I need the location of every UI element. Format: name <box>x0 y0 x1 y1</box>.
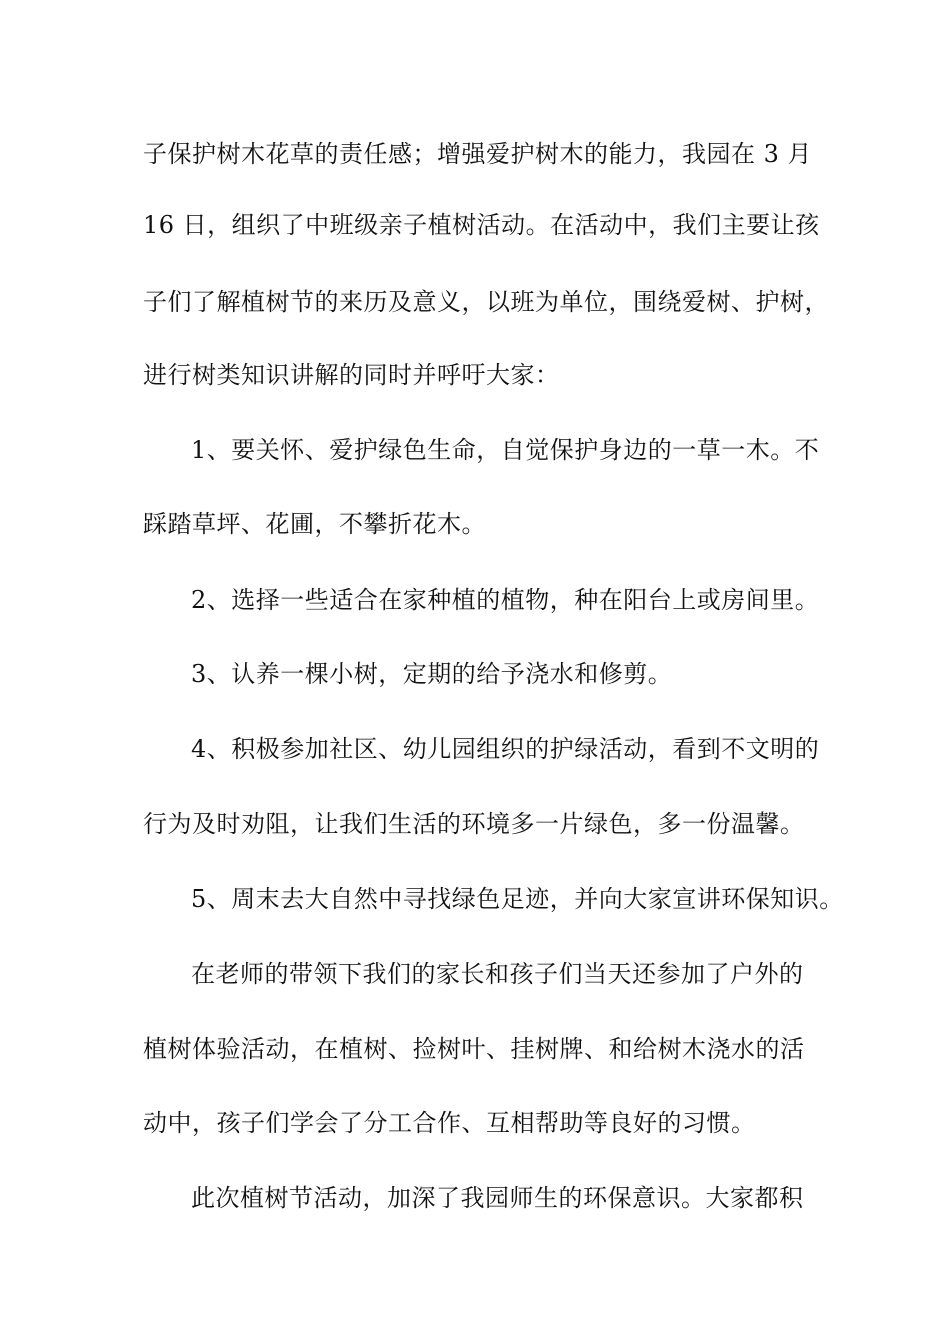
paragraph-line: 在老师的带领下我们的家长和孩子们当天还参加了户外的 <box>191 960 804 988</box>
list-item-4-line-1: 4、积极参加社区、幼儿园组织的护绿活动，看到不文明的 <box>191 735 820 763</box>
text-line: 子保护树木花草的责任感；增强爱护树木的能力，我园在 3 月 <box>143 140 813 168</box>
paragraph-line: 动中，孩子们学会了分工合作、互相帮助等良好的习惯。 <box>143 1109 756 1137</box>
text-line: 进行树类知识讲解的同时并呼吁大家： <box>143 361 560 389</box>
text-line: 子们了解植树节的来历及意义，以班为单位，围绕爱树、护树， <box>143 288 829 316</box>
list-item-1-line-2: 踩踏草坪、花圃，不攀折花木。 <box>143 510 486 538</box>
text-line: 16 日，组织了中班级亲子植树活动。在活动中，我们主要让孩 <box>143 211 820 239</box>
paragraph-line: 此次植树节活动，加深了我园师生的环保意识。大家都积 <box>191 1184 804 1212</box>
list-item-4-line-2: 行为及时劝阻，让我们生活的环境多一片绿色，多一份温馨。 <box>143 810 805 838</box>
list-item-3: 3、认养一棵小树，定期的给予浇水和修剪。 <box>191 660 673 688</box>
list-item-1-line-1: 1、要关怀、爱护绿色生命，自觉保护身边的一草一木。不 <box>191 436 820 464</box>
list-item-2: 2、选择一些适合在家种植的植物，种在阳台上或房间里。 <box>191 586 820 614</box>
list-item-5: 5、周末去大自然中寻找绿色足迹，并向大家宣讲环保知识。 <box>191 885 844 913</box>
paragraph-line: 植树体验活动，在植树、捡树叶、挂树牌、和给树木浇水的活 <box>143 1035 805 1063</box>
